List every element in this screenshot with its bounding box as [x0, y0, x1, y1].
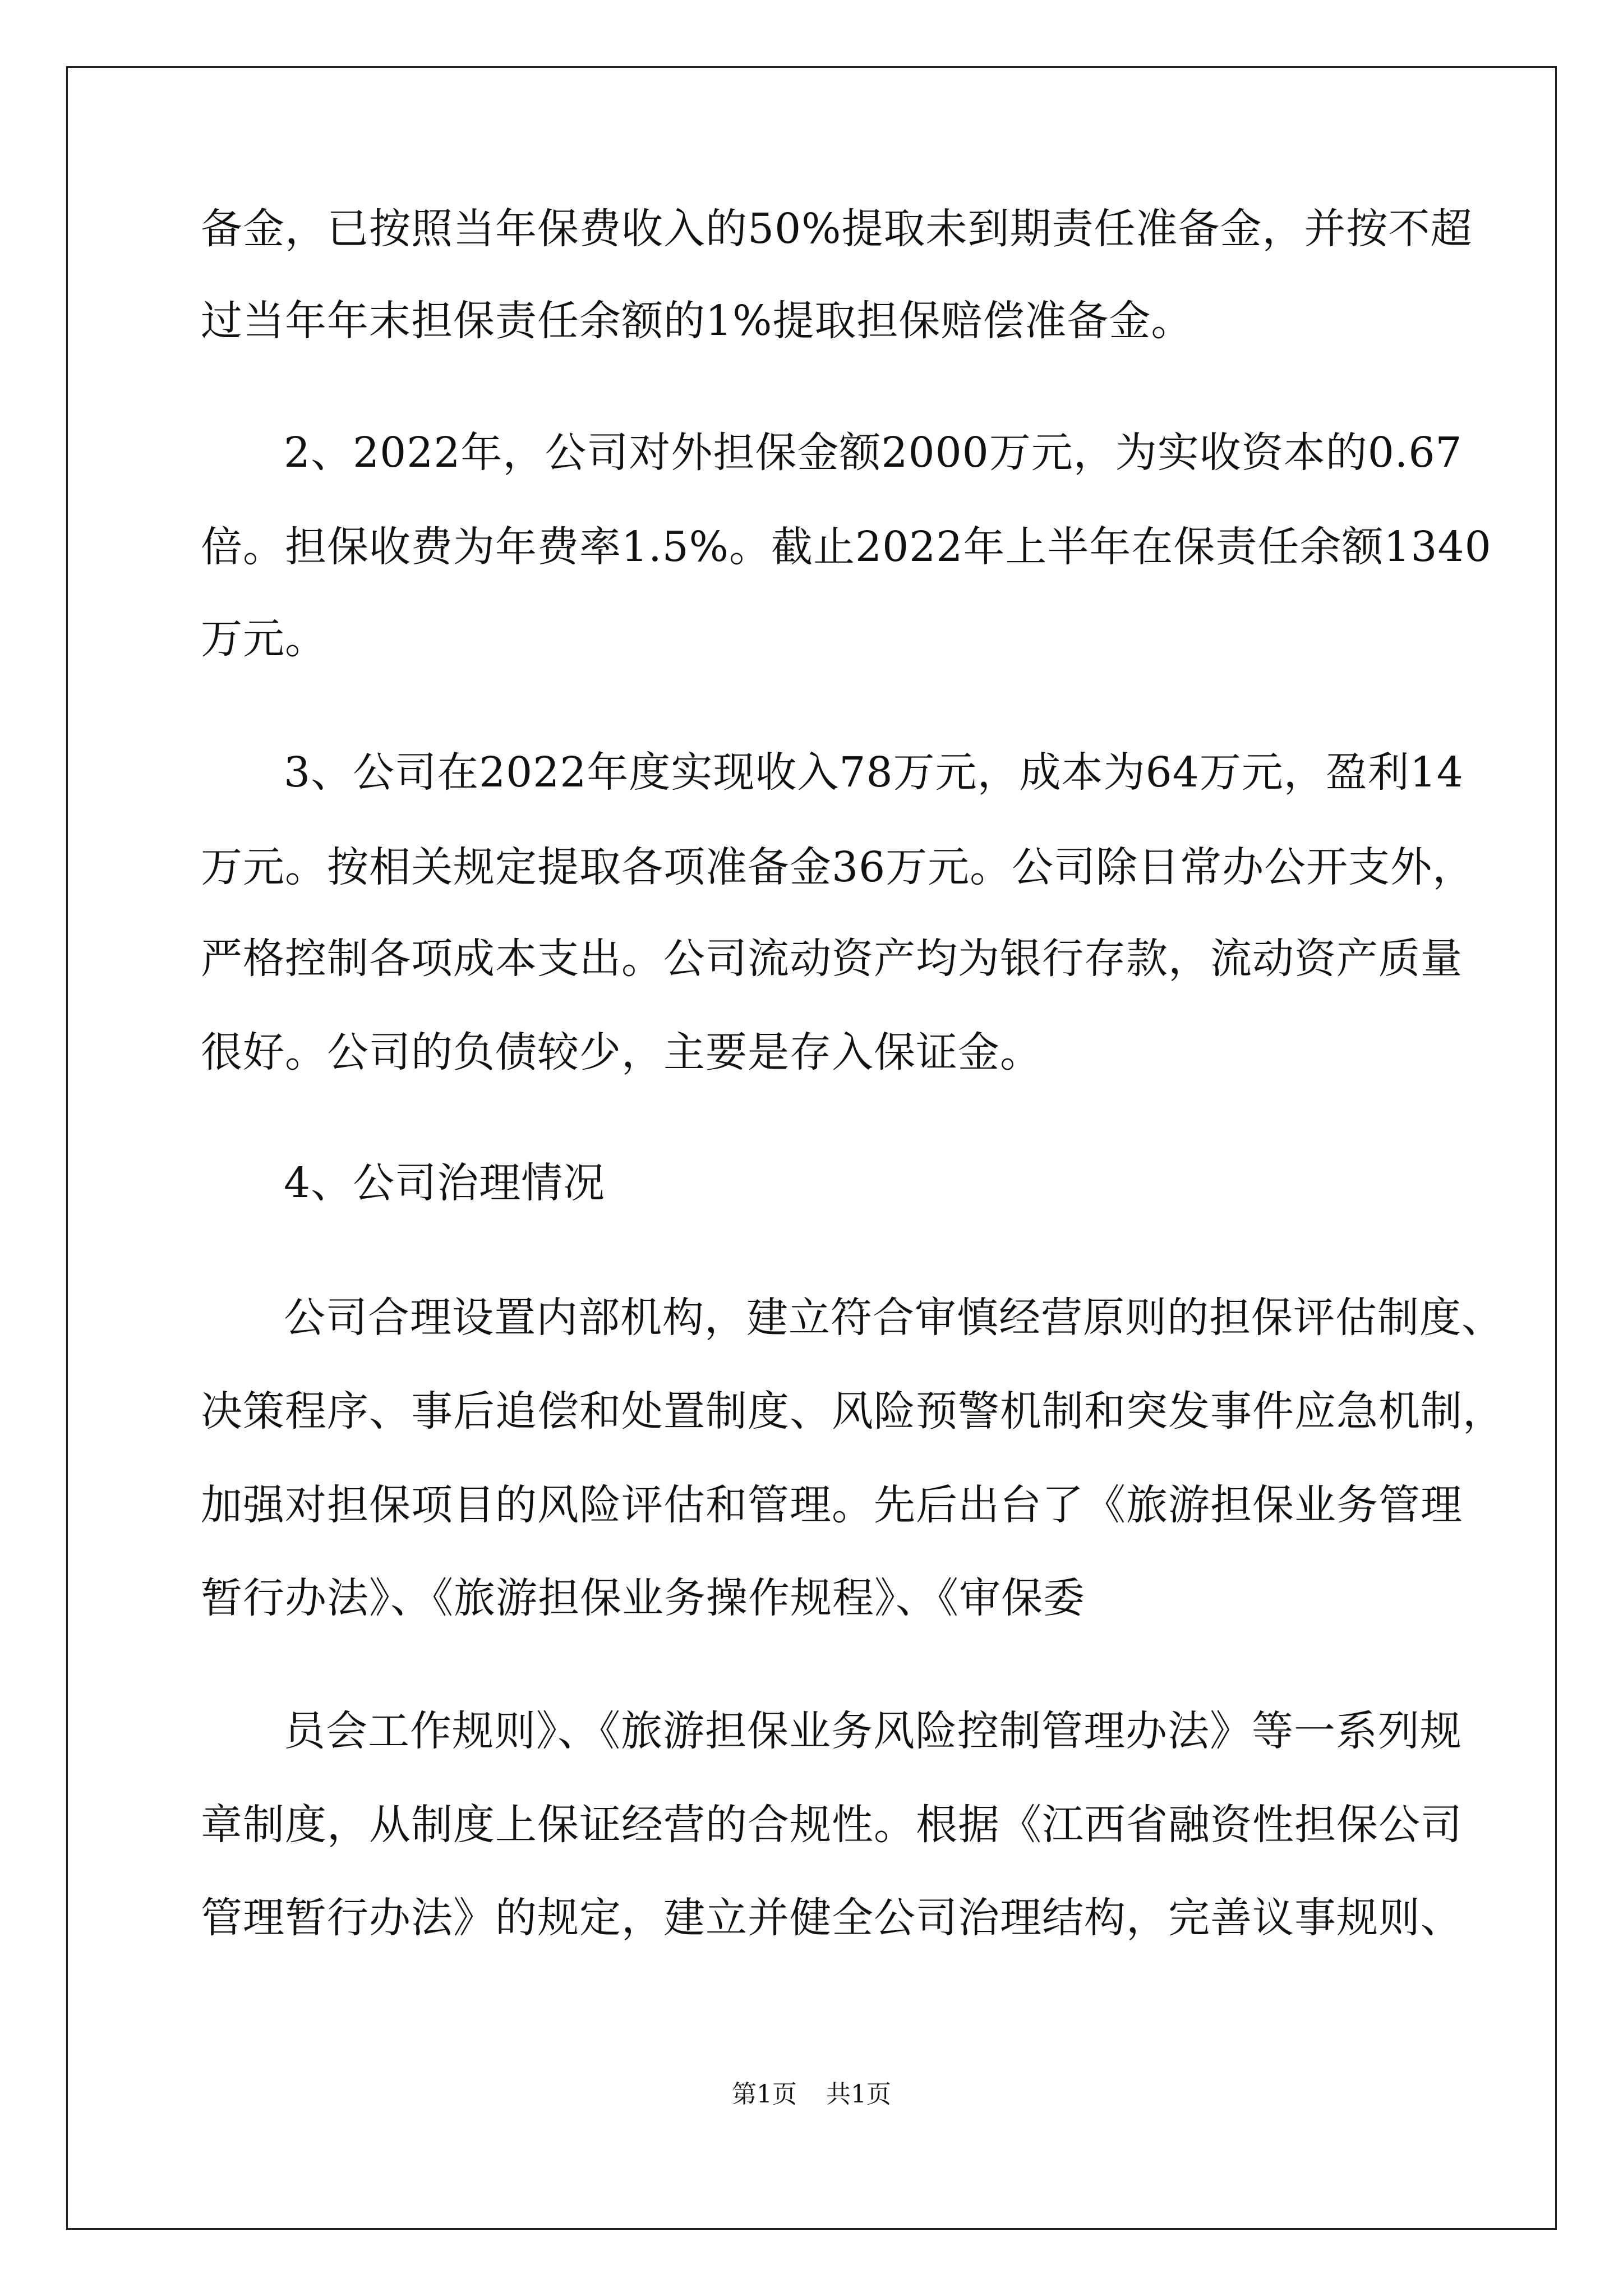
- page-number: 第1页: [732, 2080, 797, 2109]
- text-line: 管理暂行办法》的规定，建立并健全公司治理结构，完善议事规则、: [201, 1894, 1463, 1942]
- paragraph-4-line: 公司合理设置内部机构，建立符合审慎经营原则的担保评估制度、: [284, 1294, 1504, 1342]
- text-line: 决策程序、事后追偿和处置制度、风险预警机制和突发事件应急机制，: [201, 1387, 1505, 1435]
- text-line: 章制度，从制度上保证经营的合规性。根据《江西省融资性担保公司: [201, 1801, 1463, 1849]
- paragraph-2-line: 2、2022年，公司对外担保金额2000万元，为实收资本的0.67: [284, 429, 1463, 477]
- page-footer: [0, 2079, 1623, 2110]
- text-line: 加强对担保项目的风险评估和管理。先后出台了《旅游担保业务管理: [201, 1481, 1463, 1529]
- section-heading: 4、公司治理情况: [284, 1159, 606, 1207]
- text-line: 倍。担保收费为年费率1.5%。截止2022年上半年在保责任余额1340: [201, 523, 1492, 571]
- text-line: 严格控制各项成本支出。公司流动资产均为银行存款，流动资产质量: [201, 935, 1463, 983]
- text-line: 员会工作规则》、《旅游担保业务风险控制管理办法》等一系列规: [284, 1707, 1462, 1755]
- page-total: 共1页: [826, 2080, 891, 2109]
- text-line: 万元。按相关规定提取各项准备金36万元。公司除日常办公开支外，: [201, 843, 1475, 891]
- text-line: 暂行办法》、《旅游担保业务操作规程》、《审保委: [201, 1574, 1085, 1622]
- text-line: 备金，已按照当年保费收入的50%提取未到期责任准备金，并按不超: [201, 205, 1473, 253]
- paragraph-3-line: 3、公司在2022年度实现收入78万元，成本为64万元，盈利14: [284, 748, 1464, 797]
- text-line: 很好。公司的负债较少，主要是存入保证金。: [201, 1028, 1042, 1076]
- text-line: 过当年年末担保责任余额的1%提取担保赔偿准备金。: [201, 297, 1193, 345]
- text-line: 万元。: [201, 615, 327, 663]
